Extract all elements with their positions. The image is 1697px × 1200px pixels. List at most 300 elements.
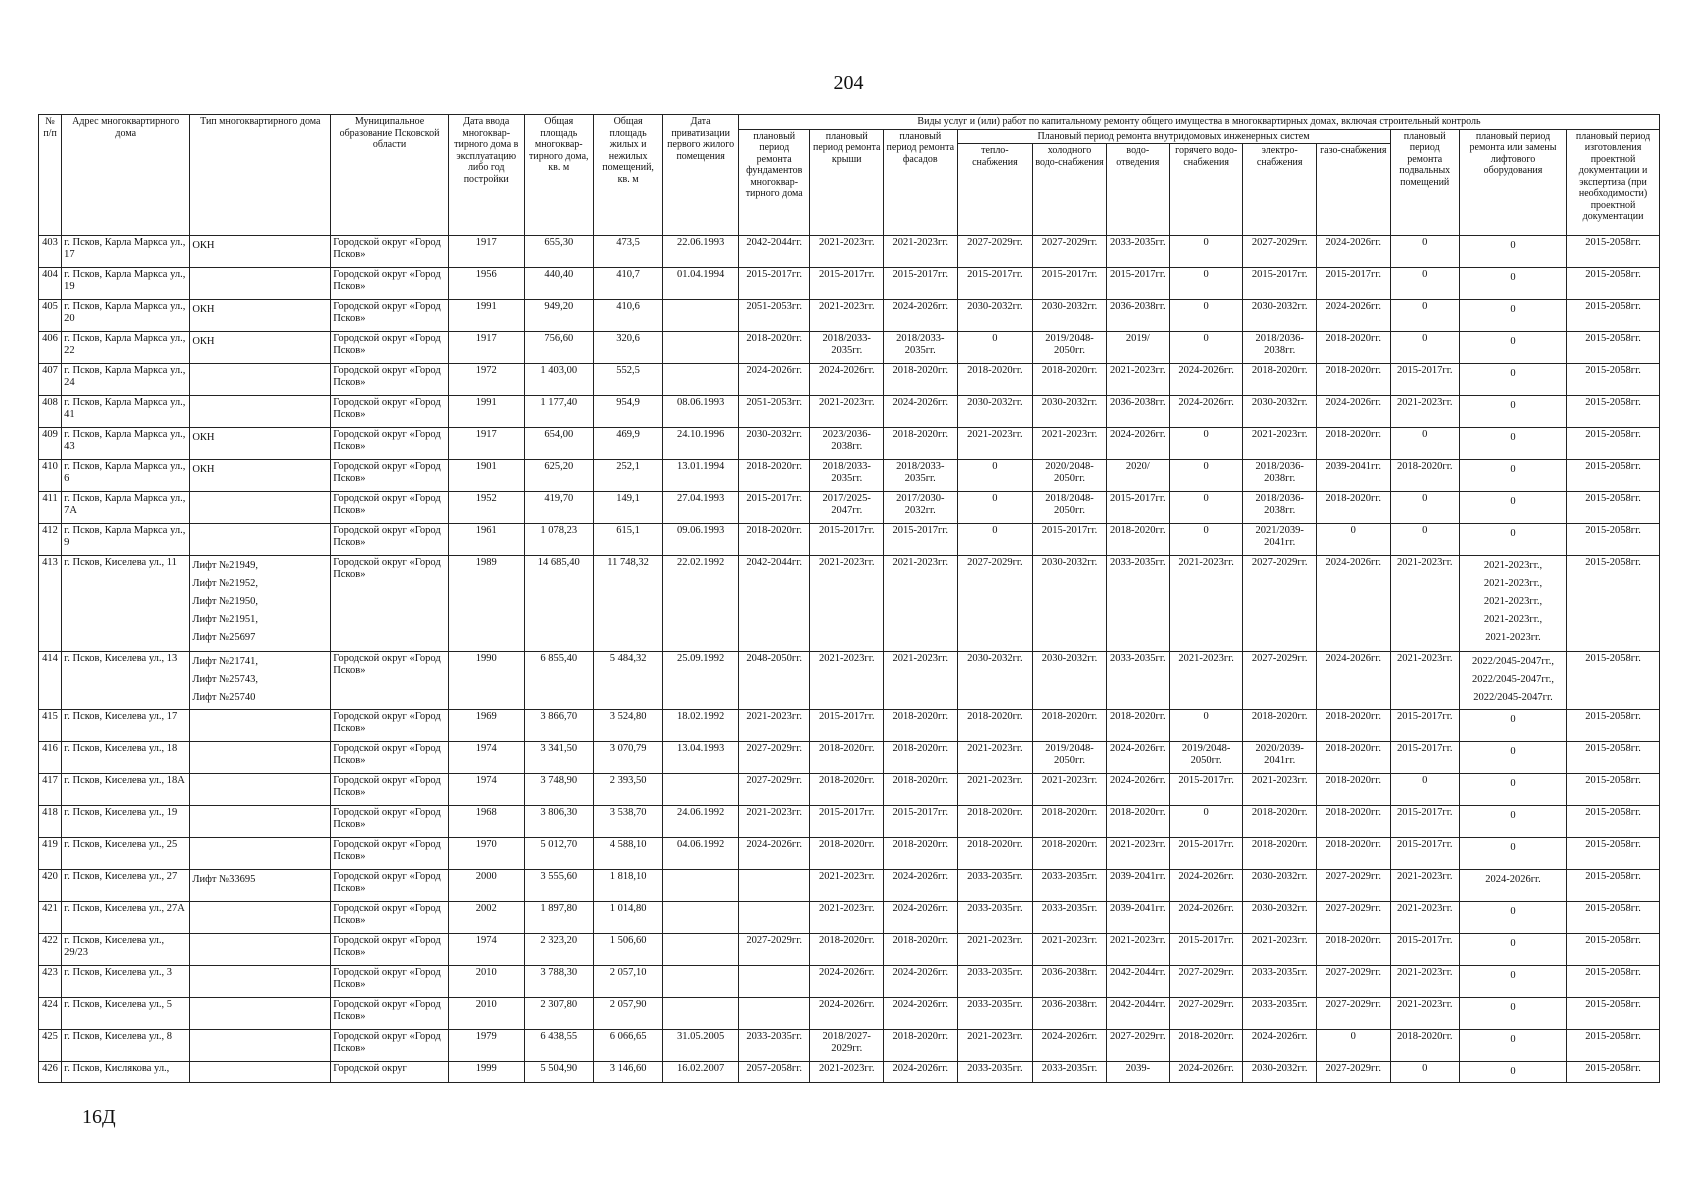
- cell-privatization: 13.04.1993: [663, 742, 739, 774]
- cell-hot-water: 2024-2026гг.: [1169, 1062, 1243, 1083]
- cell-municipality: Городской округ «Город Псков»: [331, 396, 449, 428]
- cell-num: 405: [39, 300, 62, 332]
- cell-privatization: 22.06.1993: [663, 236, 739, 268]
- cell-heat: 2018-2020гг.: [957, 364, 1033, 396]
- cell-facade: 2021-2023гг.: [884, 556, 958, 652]
- cell-design: 2015-2058гг.: [1567, 774, 1660, 806]
- cell-address: г. Псков, Карла Маркса ул., 24: [62, 364, 190, 396]
- cell-privatization: 01.04.1994: [663, 268, 739, 300]
- cell-design: 2015-2058гг.: [1567, 460, 1660, 492]
- cell-hot-water: 2015-2017гг.: [1169, 838, 1243, 870]
- header-hot-water: горячего водо-снабжения: [1169, 144, 1243, 236]
- cell-electric: 2027-2029гг.: [1243, 652, 1317, 710]
- cell-drainage: 2027-2029гг.: [1106, 1030, 1169, 1062]
- cell-cold-water: 2033-2035гг.: [1033, 902, 1107, 934]
- cell-electric: 2020/2039-2041гг.: [1243, 742, 1317, 774]
- cell-lift-line: 0: [1510, 368, 1516, 379]
- cell-municipality: Городской округ «Город Псков»: [331, 774, 449, 806]
- header-services-group: Виды услуг и (или) работ по капитальному ремонту общего имущества в многоквартирных домах, включая строительный контроль: [738, 115, 1659, 130]
- cell-lift-line: 2022/2045-2047гг.,: [1471, 656, 1555, 667]
- cell-type: [190, 652, 331, 710]
- cell-year: 1974: [448, 742, 524, 774]
- cell-drainage: 2024-2026гг.: [1106, 428, 1169, 460]
- cell-address: г. Псков, Карла Маркса ул., 41: [62, 396, 190, 428]
- cell-lift: [1459, 902, 1566, 934]
- cell-lift: [1459, 460, 1566, 492]
- cell-type: [190, 428, 331, 460]
- table-row: [39, 998, 1660, 1030]
- cell-foundation: [738, 902, 809, 934]
- cell-living-area: 6 066,65: [593, 1030, 662, 1062]
- cell-heat: 2033-2035гг.: [957, 902, 1033, 934]
- table-row: [39, 774, 1660, 806]
- cell-cold-water: 2015-2017гг.: [1033, 268, 1107, 300]
- cell-lift-line: 0: [1510, 970, 1516, 981]
- cell-total-area: 2 323,20: [524, 934, 593, 966]
- cell-gas: 2018-2020гг.: [1316, 492, 1390, 524]
- cell-year: 1970: [448, 838, 524, 870]
- cell-heat: 2030-2032гг.: [957, 300, 1033, 332]
- cell-facade: 2024-2026гг.: [884, 998, 958, 1030]
- cell-drainage: 2036-2038гг.: [1106, 396, 1169, 428]
- cell-gas: 2018-2020гг.: [1316, 774, 1390, 806]
- cell-heat: 2021-2023гг.: [957, 934, 1033, 966]
- cell-drainage: 2018-2020гг.: [1106, 806, 1169, 838]
- cell-gas: 2018-2020гг.: [1316, 332, 1390, 364]
- cell-roof: 2023/2036-2038гг.: [810, 428, 884, 460]
- cell-foundation: 2048-2050гг.: [738, 652, 809, 710]
- footer-code: 16Д: [82, 1106, 116, 1128]
- cell-year: 2002: [448, 902, 524, 934]
- cell-heat: 2027-2029гг.: [957, 236, 1033, 268]
- cell-facade: 2018-2020гг.: [884, 838, 958, 870]
- cell-address: г. Псков, Киселева ул., 3: [62, 966, 190, 998]
- cell-design: 2015-2058гг.: [1567, 236, 1660, 268]
- cell-privatization: 27.04.1993: [663, 492, 739, 524]
- cell-living-area: 149,1: [593, 492, 662, 524]
- cell-design: 2015-2058гг.: [1567, 870, 1660, 902]
- cell-facade: 2018-2020гг.: [884, 710, 958, 742]
- cell-basement: 0: [1390, 1062, 1459, 1083]
- header-gas: газо-снабжения: [1316, 144, 1390, 236]
- cell-total-area: 949,20: [524, 300, 593, 332]
- cell-year: 1991: [448, 300, 524, 332]
- cell-drainage: 2024-2026гг.: [1106, 742, 1169, 774]
- cell-drainage: 2021-2023гг.: [1106, 934, 1169, 966]
- cell-living-area: 469,9: [593, 428, 662, 460]
- cell-year: 1989: [448, 556, 524, 652]
- cell-municipality: Городской округ «Город Псков»: [331, 428, 449, 460]
- cell-electric: 2030-2032гг.: [1243, 396, 1317, 428]
- cell-lift: [1459, 396, 1566, 428]
- cell-heat: 0: [957, 492, 1033, 524]
- cell-lift: [1459, 870, 1566, 902]
- cell-num: 410: [39, 460, 62, 492]
- cell-design: 2015-2058гг.: [1567, 428, 1660, 460]
- cell-year: 1917: [448, 332, 524, 364]
- cell-address: г. Псков, Карла Маркса ул., 20: [62, 300, 190, 332]
- cell-basement: 0: [1390, 428, 1459, 460]
- cell-lift-line: 0: [1510, 1034, 1516, 1045]
- cell-total-area: 3 806,30: [524, 806, 593, 838]
- cell-foundation: 2033-2035гг.: [738, 1030, 809, 1062]
- cell-cold-water: 2030-2032гг.: [1033, 396, 1107, 428]
- cell-facade: 2015-2017гг.: [884, 806, 958, 838]
- cell-lift: [1459, 524, 1566, 556]
- cell-living-area: 2 057,90: [593, 998, 662, 1030]
- cell-address: г. Псков, Киселева ул., 27А: [62, 902, 190, 934]
- cell-lift-line: 0: [1510, 746, 1516, 757]
- cell-facade: 2024-2026гг.: [884, 966, 958, 998]
- cell-electric: 2033-2035гг.: [1243, 966, 1317, 998]
- cell-drainage: 2039-: [1106, 1062, 1169, 1083]
- cell-drainage: 2018-2020гг.: [1106, 710, 1169, 742]
- cell-gas: 2039-2041гг.: [1316, 460, 1390, 492]
- cell-lift-line: 0: [1510, 400, 1516, 411]
- cell-gas: 2027-2029гг.: [1316, 966, 1390, 998]
- cell-basement: 2021-2023гг.: [1390, 556, 1459, 652]
- cell-roof: 2018-2020гг.: [810, 774, 884, 806]
- cell-hot-water: 0: [1169, 428, 1243, 460]
- cell-heat: 2021-2023гг.: [957, 742, 1033, 774]
- cell-hot-water: 2021-2023гг.: [1169, 652, 1243, 710]
- cell-privatization: [663, 364, 739, 396]
- cell-lift: [1459, 1062, 1566, 1083]
- cell-heat: 2030-2032гг.: [957, 396, 1033, 428]
- cell-gas: 2018-2020гг.: [1316, 806, 1390, 838]
- cell-electric: 2018/2036-2038гг.: [1243, 332, 1317, 364]
- cell-gas: 2018-2020гг.: [1316, 364, 1390, 396]
- cell-total-area: 756,60: [524, 332, 593, 364]
- cell-drainage: 2021-2023гг.: [1106, 838, 1169, 870]
- cell-privatization: 13.01.1994: [663, 460, 739, 492]
- cell-type: [190, 396, 331, 428]
- cell-living-area: 473,5: [593, 236, 662, 268]
- cell-cold-water: 2015-2017гг.: [1033, 524, 1107, 556]
- table-row: [39, 806, 1660, 838]
- cell-foundation: 2027-2029гг.: [738, 934, 809, 966]
- cell-hot-water: 0: [1169, 460, 1243, 492]
- cell-lift: [1459, 1030, 1566, 1062]
- cell-design: 2015-2058гг.: [1567, 1030, 1660, 1062]
- cell-hot-water: 0: [1169, 332, 1243, 364]
- cell-electric: 2030-2032гг.: [1243, 902, 1317, 934]
- cell-electric: 2018-2020гг.: [1243, 838, 1317, 870]
- cell-design: 2015-2058гг.: [1567, 524, 1660, 556]
- table-row: [39, 396, 1660, 428]
- cell-num: 416: [39, 742, 62, 774]
- cell-municipality: Городской округ «Город Псков»: [331, 300, 449, 332]
- cell-year: 1956: [448, 268, 524, 300]
- cell-electric: 2024-2026гг.: [1243, 1030, 1317, 1062]
- cell-type-line: Лифт №21949,: [192, 560, 258, 571]
- cell-drainage: 2036-2038гг.: [1106, 300, 1169, 332]
- cell-basement: 2015-2017гг.: [1390, 742, 1459, 774]
- cell-privatization: [663, 300, 739, 332]
- cell-type: [190, 364, 331, 396]
- cell-address: г. Псков, Киселева ул., 8: [62, 1030, 190, 1062]
- cell-roof: 2021-2023гг.: [810, 556, 884, 652]
- cell-municipality: Городской округ «Город Псков»: [331, 742, 449, 774]
- cell-foundation: [738, 966, 809, 998]
- header-lift: плановый период ремонта или замены лифтового оборудования: [1459, 129, 1566, 236]
- cell-num: 420: [39, 870, 62, 902]
- cell-facade: 2024-2026гг.: [884, 870, 958, 902]
- table-header: [39, 115, 1660, 236]
- cell-facade: 2018/2033-2035гг.: [884, 460, 958, 492]
- cell-year: 1961: [448, 524, 524, 556]
- table-row: [39, 838, 1660, 870]
- cell-num: 423: [39, 966, 62, 998]
- cell-basement: 2015-2017гг.: [1390, 934, 1459, 966]
- cell-facade: 2015-2017гг.: [884, 524, 958, 556]
- cell-foundation: 2027-2029гг.: [738, 742, 809, 774]
- cell-year: 1979: [448, 1030, 524, 1062]
- cell-type: [190, 1030, 331, 1062]
- cell-lift-line: 0: [1510, 938, 1516, 949]
- cell-roof: 2018/2033-2035гг.: [810, 332, 884, 364]
- cell-cold-water: 2030-2032гг.: [1033, 556, 1107, 652]
- cell-drainage: 2039-2041гг.: [1106, 870, 1169, 902]
- cell-foundation: 2042-2044гг.: [738, 236, 809, 268]
- table-row: [39, 1030, 1660, 1062]
- cell-year: 1991: [448, 396, 524, 428]
- cell-num: 415: [39, 710, 62, 742]
- cell-living-area: 320,6: [593, 332, 662, 364]
- header-date-entry: Дата ввода многоквар-тирного дома в эксплуатацию либо год постройки: [448, 115, 524, 236]
- cell-privatization: 24.10.1996: [663, 428, 739, 460]
- cell-facade: 2018-2020гг.: [884, 934, 958, 966]
- cell-basement: 0: [1390, 300, 1459, 332]
- cell-facade: 2024-2026гг.: [884, 396, 958, 428]
- cell-type-line: Лифт №25740: [192, 692, 256, 703]
- header-design: плановый период изготовления проектной документации и экспертиза (при необходимости) проектной документации: [1567, 129, 1660, 236]
- cell-foundation: 2027-2029гг.: [738, 774, 809, 806]
- cell-municipality: Городской округ «Город Псков»: [331, 966, 449, 998]
- cell-drainage: 2039-2041гг.: [1106, 902, 1169, 934]
- cell-lift: [1459, 966, 1566, 998]
- cell-facade: 2024-2026гг.: [884, 1062, 958, 1083]
- cell-privatization: [663, 966, 739, 998]
- cell-electric: 2027-2029гг.: [1243, 236, 1317, 268]
- cell-cold-water: 2030-2032гг.: [1033, 300, 1107, 332]
- cell-living-area: 2 057,10: [593, 966, 662, 998]
- cell-hot-water: 2024-2026гг.: [1169, 902, 1243, 934]
- cell-cold-water: 2019/2048-2050гг.: [1033, 742, 1107, 774]
- cell-design: 2015-2058гг.: [1567, 742, 1660, 774]
- cell-foundation: 2015-2017гг.: [738, 492, 809, 524]
- cell-year: 1952: [448, 492, 524, 524]
- cell-gas: 2027-2029гг.: [1316, 902, 1390, 934]
- cell-heat: 0: [957, 460, 1033, 492]
- cell-lift: [1459, 428, 1566, 460]
- cell-living-area: 615,1: [593, 524, 662, 556]
- cell-privatization: 08.06.1993: [663, 396, 739, 428]
- cell-heat: 2021-2023гг.: [957, 428, 1033, 460]
- cell-drainage: 2024-2026гг.: [1106, 774, 1169, 806]
- cell-num: 412: [39, 524, 62, 556]
- cell-roof: 2018/2033-2035гг.: [810, 460, 884, 492]
- cell-design: 2015-2058гг.: [1567, 268, 1660, 300]
- cell-cold-water: 2021-2023гг.: [1033, 774, 1107, 806]
- cell-address: г. Псков, Карла Маркса ул., 7А: [62, 492, 190, 524]
- cell-roof: 2021-2023гг.: [810, 396, 884, 428]
- cell-num: 407: [39, 364, 62, 396]
- cell-lift-line: 2021-2023гг.,: [1483, 614, 1543, 625]
- cell-num: 417: [39, 774, 62, 806]
- cell-cold-water: 2030-2032гг.: [1033, 652, 1107, 710]
- cell-year: 1990: [448, 652, 524, 710]
- cell-basement: 2021-2023гг.: [1390, 998, 1459, 1030]
- cell-facade: 2018/2033-2035гг.: [884, 332, 958, 364]
- table-row: [39, 428, 1660, 460]
- cell-facade: 2018-2020гг.: [884, 364, 958, 396]
- page-number: 204: [833, 72, 864, 94]
- cell-living-area: 4 588,10: [593, 838, 662, 870]
- cell-gas: 2018-2020гг.: [1316, 838, 1390, 870]
- cell-cold-water: 2024-2026гг.: [1033, 1030, 1107, 1062]
- cell-foundation: 2057-2058гг.: [738, 1062, 809, 1083]
- cell-total-area: 2 307,80: [524, 998, 593, 1030]
- cell-privatization: 25.09.1992: [663, 652, 739, 710]
- header-living-area: Общая площадь жилых и нежилых помещений, кв. м: [593, 115, 662, 236]
- cell-municipality: Городской округ «Город Псков»: [331, 934, 449, 966]
- cell-basement: 2021-2023гг.: [1390, 652, 1459, 710]
- cell-address: г. Псков, Киселева ул., 17: [62, 710, 190, 742]
- cell-address: г. Псков, Киселева ул., 18: [62, 742, 190, 774]
- cell-living-area: 1 818,10: [593, 870, 662, 902]
- cell-lift: [1459, 268, 1566, 300]
- cell-year: 2010: [448, 998, 524, 1030]
- cell-basement: 2021-2023гг.: [1390, 902, 1459, 934]
- cell-electric: 2015-2017гг.: [1243, 268, 1317, 300]
- cell-type: [190, 300, 331, 332]
- cell-type-line: Лифт №21952,: [192, 578, 258, 589]
- cell-lift-line: 0: [1510, 496, 1516, 507]
- cell-heat: 2021-2023гг.: [957, 774, 1033, 806]
- cell-lift: [1459, 332, 1566, 364]
- cell-municipality: Городской округ «Город Псков»: [331, 524, 449, 556]
- cell-type-line: ОКН: [192, 336, 215, 347]
- cell-type: [190, 268, 331, 300]
- cell-type: [190, 774, 331, 806]
- cell-cold-water: 2018/2048-2050гг.: [1033, 492, 1107, 524]
- cell-privatization: [663, 332, 739, 364]
- cell-design: 2015-2058гг.: [1567, 556, 1660, 652]
- table-row: [39, 652, 1660, 710]
- cell-drainage: 2019/: [1106, 332, 1169, 364]
- cell-address: г. Псков, Киселева ул., 25: [62, 838, 190, 870]
- repair-program-table: [38, 114, 1660, 1083]
- header-basement: плановый период ремонта подвальных помещений: [1390, 129, 1459, 236]
- cell-design: 2015-2058гг.: [1567, 966, 1660, 998]
- cell-year: 2000: [448, 870, 524, 902]
- cell-living-area: 3 524,80: [593, 710, 662, 742]
- cell-municipality: Городской округ «Город Псков»: [331, 364, 449, 396]
- cell-electric: 2018-2020гг.: [1243, 806, 1317, 838]
- cell-drainage: 2021-2023гг.: [1106, 364, 1169, 396]
- cell-year: 1999: [448, 1062, 524, 1083]
- cell-total-area: 1 403,00: [524, 364, 593, 396]
- cell-municipality: Городской округ «Город Псков»: [331, 902, 449, 934]
- cell-facade: 2015-2017гг.: [884, 268, 958, 300]
- cell-hot-water: 2021-2023гг.: [1169, 556, 1243, 652]
- cell-cold-water: 2018-2020гг.: [1033, 806, 1107, 838]
- cell-privatization: 18.02.1992: [663, 710, 739, 742]
- cell-facade: 2017/2030-2032гг.: [884, 492, 958, 524]
- cell-electric: 2018-2020гг.: [1243, 710, 1317, 742]
- cell-living-area: 252,1: [593, 460, 662, 492]
- cell-type: [190, 966, 331, 998]
- header-roof: плановый период ремонта крыши: [810, 129, 884, 236]
- cell-lift: [1459, 998, 1566, 1030]
- cell-address: г. Псков, Киселева ул., 19: [62, 806, 190, 838]
- cell-lift-line: 2021-2023гг.: [1485, 632, 1541, 643]
- cell-address: г. Псков, Киселева ул., 29/23: [62, 934, 190, 966]
- table-row: [39, 902, 1660, 934]
- cell-gas: 2024-2026гг.: [1316, 556, 1390, 652]
- cell-num: 418: [39, 806, 62, 838]
- cell-facade: 2018-2020гг.: [884, 742, 958, 774]
- cell-heat: 2033-2035гг.: [957, 870, 1033, 902]
- cell-heat: 2030-2032гг.: [957, 652, 1033, 710]
- cell-total-area: 6 438,55: [524, 1030, 593, 1062]
- cell-year: 1974: [448, 934, 524, 966]
- cell-type-line: Лифт №25697: [192, 632, 256, 643]
- header-type: Тип многоквартирного дома: [190, 115, 331, 236]
- cell-living-area: 5 484,32: [593, 652, 662, 710]
- cell-gas: 2018-2020гг.: [1316, 934, 1390, 966]
- cell-privatization: [663, 902, 739, 934]
- cell-total-area: 655,30: [524, 236, 593, 268]
- cell-basement: 0: [1390, 774, 1459, 806]
- cell-design: 2015-2058гг.: [1567, 1062, 1660, 1083]
- table-row: [39, 332, 1660, 364]
- cell-address: г. Псков, Карла Маркса ул., 6: [62, 460, 190, 492]
- cell-gas: 2024-2026гг.: [1316, 652, 1390, 710]
- cell-type: [190, 998, 331, 1030]
- cell-roof: 2024-2026гг.: [810, 966, 884, 998]
- cell-foundation: [738, 870, 809, 902]
- cell-address: г. Псков, Киселева ул., 18А: [62, 774, 190, 806]
- cell-gas: 2015-2017гг.: [1316, 268, 1390, 300]
- cell-lift-line: 0: [1510, 336, 1516, 347]
- cell-year: 1901: [448, 460, 524, 492]
- cell-type: [190, 524, 331, 556]
- cell-facade: 2021-2023гг.: [884, 652, 958, 710]
- cell-hot-water: 2019/2048-2050гг.: [1169, 742, 1243, 774]
- cell-lift: [1459, 364, 1566, 396]
- table-row: [39, 524, 1660, 556]
- cell-roof: 2021-2023гг.: [810, 300, 884, 332]
- cell-lift: [1459, 934, 1566, 966]
- cell-gas: 2018-2020гг.: [1316, 428, 1390, 460]
- cell-hot-water: 2027-2029гг.: [1169, 966, 1243, 998]
- cell-lift-line: 0: [1510, 810, 1516, 821]
- cell-living-area: 410,7: [593, 268, 662, 300]
- cell-heat: 2018-2020гг.: [957, 710, 1033, 742]
- cell-total-area: 3 788,30: [524, 966, 593, 998]
- cell-living-area: 2 393,50: [593, 774, 662, 806]
- cell-cold-water: 2019/2048-2050гг.: [1033, 332, 1107, 364]
- cell-heat: 2015-2017гг.: [957, 268, 1033, 300]
- cell-total-area: 3 748,90: [524, 774, 593, 806]
- table-row: [39, 300, 1660, 332]
- cell-electric: 2018/2036-2038гг.: [1243, 460, 1317, 492]
- cell-type: [190, 1062, 331, 1083]
- cell-design: 2015-2058гг.: [1567, 364, 1660, 396]
- cell-type: [190, 806, 331, 838]
